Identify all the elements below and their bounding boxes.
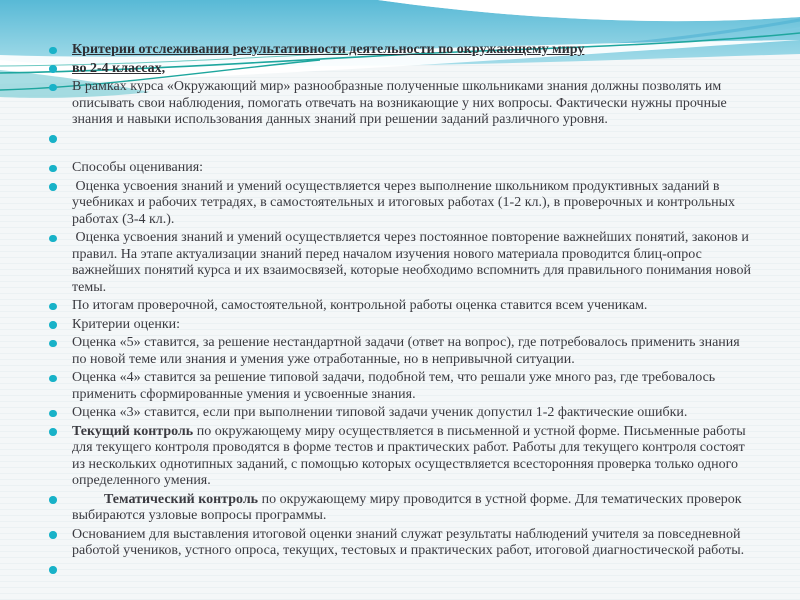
list-item bbox=[40, 79, 754, 129]
empty-list-item bbox=[40, 562, 754, 579]
bullet-icon bbox=[49, 65, 57, 73]
bullet-icon bbox=[49, 410, 57, 418]
list-item-text: Оценка «5» ставится, за решение нестандартной задачи (ответ на вопрос), где потребовалось применить знания по новой теме или знания и умения уже отработанные, но в непривычной ситуации. bbox=[72, 335, 740, 367]
list-item bbox=[40, 179, 754, 229]
list-item-text: Текущий контроль по окружающему миру осуществляется в письменной и устной форме. Письменные работы для текущего контроля проводятся в форме тестов и практических работ. Работы для текущего контроля состоят из нескольких однотипных заданий, с помощью которых осуществляется всесторонняя проверка только одного определенного умения. bbox=[72, 423, 746, 488]
list-item-text: По итогам проверочной, самостоятельной, контрольной работы оценка ставится всем ученикам. bbox=[72, 298, 648, 313]
slide-content bbox=[40, 42, 754, 580]
list-item bbox=[40, 527, 754, 560]
list-item-text: В рамках курса «Окружающий мир» разнообразные полученные школьниками знания должны позволять им описывать свои наблюдения, помогать отвечать на возникающие у них вопросы. Фактически нужны прочные знания и навыки использования данных знаний при решении заданий различного уровня. bbox=[72, 79, 727, 127]
bullet-icon bbox=[49, 303, 57, 311]
list-item bbox=[40, 317, 754, 334]
bullet-icon bbox=[49, 428, 57, 436]
list-item bbox=[40, 492, 754, 525]
list-item bbox=[40, 230, 754, 296]
list-item-text: Способы оценивания: bbox=[72, 160, 204, 175]
list-item bbox=[40, 335, 754, 368]
empty-list-item bbox=[40, 131, 754, 148]
bullet-icon bbox=[49, 165, 57, 173]
list-item-text: Оценка усвоения знаний и умений осуществляется через постоянное повторение важнейших понятий, законов и правил. На этапе актуализации знаний перед началом изучения нового материала проводится блиц-опрос важнейших понятий курса и их взаимосвязей, которые необходимо вспомнить для правильного понимания новой темы. bbox=[72, 230, 751, 295]
list-item-text: Оценка «3» ставится, если при выполнении типовой задачи ученик допустил 1-2 фактические ошибки. bbox=[72, 405, 688, 420]
title-text: во 2-4 классах, bbox=[72, 60, 166, 76]
title-text: Критерии отслеживания результативности деятельности по окружающему миру bbox=[72, 42, 585, 57]
list-item bbox=[40, 405, 754, 422]
bullet-icon bbox=[49, 183, 57, 191]
list-item bbox=[40, 160, 754, 177]
list-item-text: Оценка «4» ставится за решение типовой задачи, подобной тем, что решали уже много раз, где требовалось применить сформированные умения и усвоенные знания. bbox=[72, 370, 716, 402]
list-item bbox=[40, 424, 754, 490]
list-item bbox=[40, 370, 754, 403]
bullet-icon bbox=[49, 531, 57, 539]
bullet-icon bbox=[49, 321, 57, 329]
bullet-icon bbox=[49, 135, 57, 143]
bullet-icon bbox=[49, 375, 57, 383]
list-item-text: Тематический контроль по окружающему миру проводится в устной форме. Для тематических проверок выбираются узловые вопросы программы. bbox=[72, 491, 742, 523]
list-item bbox=[40, 298, 754, 315]
bullet-icon bbox=[49, 340, 57, 348]
bold-lead-text: Тематический контроль bbox=[104, 491, 259, 507]
list-item-text: Критерии оценки: bbox=[72, 316, 181, 332]
bullet-icon bbox=[49, 496, 57, 504]
bold-lead-text: Текущий контроль bbox=[72, 423, 194, 439]
list-item-text: Оценка усвоения знаний и умений осуществляется через выполнение школьником продуктивных заданий в учебниках и рабочих тетрадях, в самостоятельных и итоговых работах (1-2 кл.), в проверочных и контрольных работах (3-4 кл.). bbox=[72, 178, 736, 227]
bullet-icon bbox=[49, 47, 57, 55]
slide-title-line bbox=[40, 61, 754, 78]
bullet-list bbox=[40, 42, 754, 578]
bullet-icon bbox=[49, 84, 57, 92]
bullet-icon bbox=[49, 235, 57, 243]
slide-title-line bbox=[40, 42, 754, 59]
bullet-icon bbox=[49, 566, 57, 574]
list-item-text: Основанием для выставления итоговой оценки знаний служат результаты наблюдений учителя за повседневной работой учеников, устного опроса, текущих, тестовых и практических работ, итоговой диагностической работы. bbox=[72, 526, 745, 558]
